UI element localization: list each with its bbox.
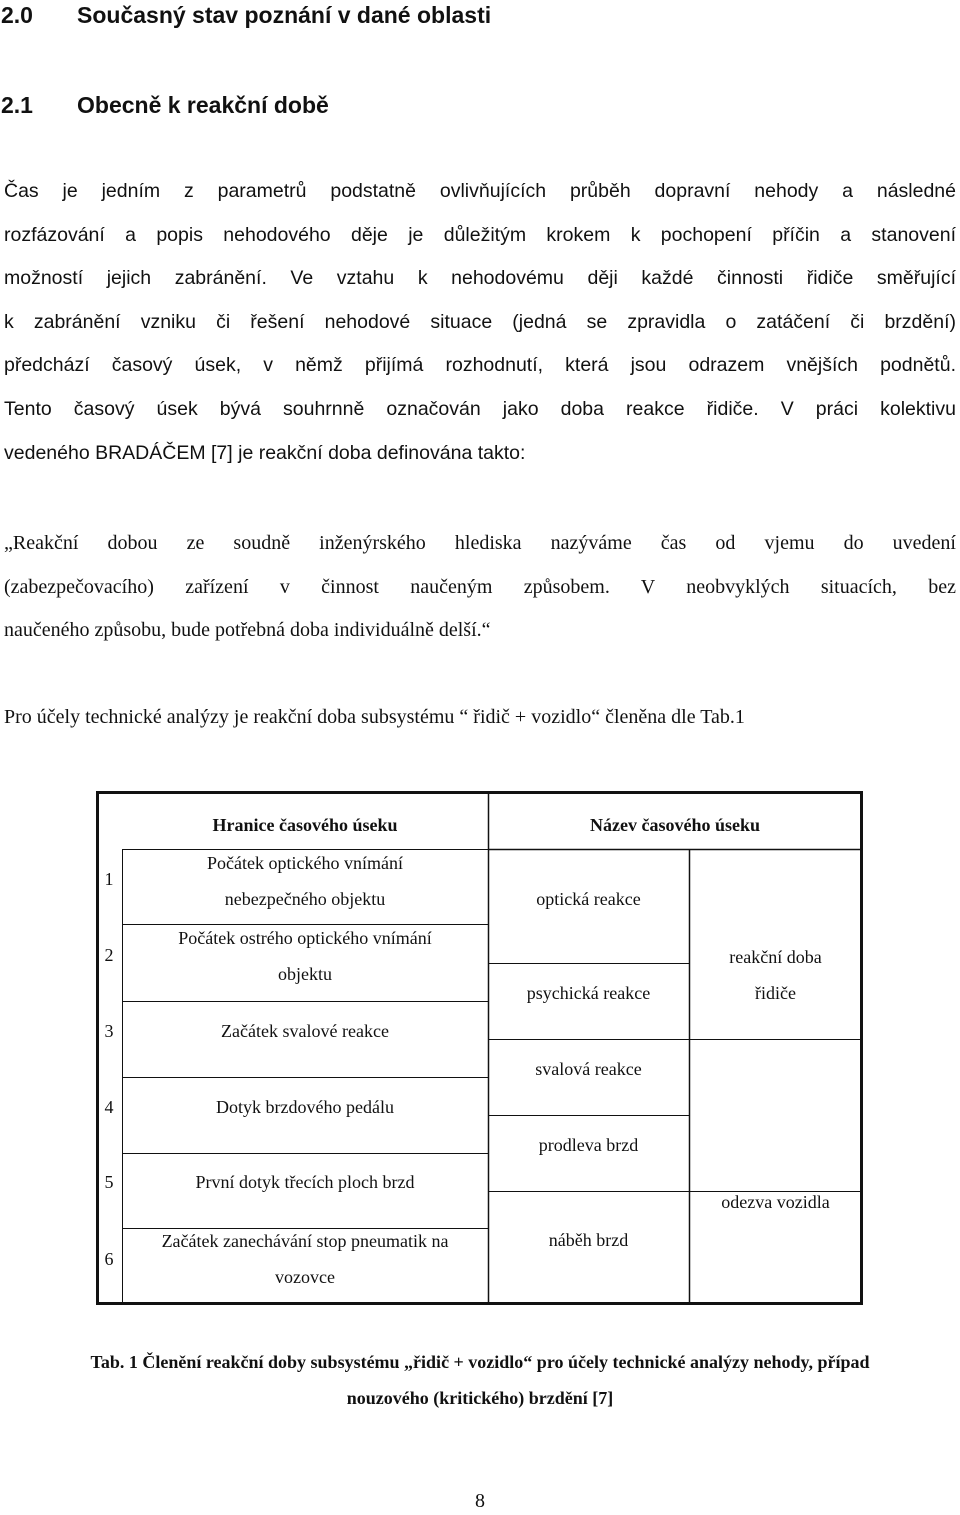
row-number: 2 (104, 945, 114, 965)
boundary-line: nebezpečného objektu (224, 889, 386, 909)
paragraph-line: možností jejich zabránění. Ve vztahu k nehodovému ději každé činnosti řidiče směřující (4, 267, 956, 290)
boundary-description (122, 845, 488, 917)
boundary-description (122, 920, 488, 992)
paragraph-line: rozfázování a popis nehodového děje je důležitým krokem k pochopení příčin a stanovení (4, 223, 956, 246)
boundary-description (122, 1013, 488, 1049)
header-phase-name: Název časového úseku (590, 815, 760, 835)
paragraph-line: předchází časový úsek, v němž přijímá rozhodnutí, která jsou odrazem vnějších podnětů. (4, 354, 956, 377)
table-caption (0, 1344, 960, 1416)
phase-name: náběh brzd (548, 1230, 629, 1250)
boundary-line: Počátek optického vnímání (207, 853, 403, 873)
row-number: 3 (104, 1021, 114, 1041)
phase-group (689, 1184, 862, 1220)
boundary-description (122, 1089, 488, 1125)
phase-name: prodleva brzd (538, 1135, 639, 1155)
definition-quote (4, 522, 956, 653)
paragraph-line: Čas je jedním z parametrů podstatně ovlivňujících průběh dopravní nehody a následné (4, 180, 956, 202)
boundary-line: Dotyk brzdového pedálu (216, 1097, 394, 1117)
boundary-line: První dotyk třecích ploch brzd (195, 1172, 415, 1192)
phase-name: optická reakce (536, 889, 641, 909)
subsection-number: 2.1 (1, 92, 33, 118)
boundary-description (122, 1223, 488, 1295)
group-line: odezva vozidla (721, 1192, 830, 1212)
reaction-time-table (96, 791, 863, 1305)
row-number: 4 (104, 1097, 114, 1117)
boundary-line: Začátek zanechávání stop pneumatik na (161, 1231, 449, 1251)
row-number: 1 (104, 869, 114, 889)
group-line: reakční doba (729, 947, 822, 967)
quote-line: naučeného způsobu, bude potřebná doba individuálně delší.“ (4, 619, 491, 642)
section-heading (1, 2, 561, 30)
section-title: Současný stav poznání v dané oblasti (77, 2, 492, 28)
boundary-line: Začátek svalové reakce (221, 1021, 389, 1041)
boundary-line: Počátek ostrého optického vnímání (178, 928, 432, 948)
row-number: 6 (104, 1249, 114, 1269)
phase-name: psychická reakce (526, 983, 651, 1003)
boundary-line: objektu (278, 964, 332, 984)
group-line: řidiče (755, 983, 796, 1003)
section-number: 2.0 (1, 2, 33, 28)
paragraph-line: Pro účely technické analýzy je reakční doba subsystému “ řidič + vozidlo“ členěna dle Tab.1 (4, 706, 745, 728)
table-intro-paragraph (4, 696, 956, 740)
boundary-line: vozovce (275, 1267, 335, 1287)
paragraph-line: vedeného BRADÁČEM [7] je reakční doba definována takto: (4, 441, 526, 464)
phase-group (689, 939, 862, 1011)
row-number: 5 (104, 1172, 114, 1192)
paragraph-line: k zabránění vzniku či řešení nehodové situace (jedná se zpravidla o zatáčení či brzdění) (4, 310, 956, 333)
subsection-title: Obecně k reakční době (77, 92, 329, 118)
quote-line: „Reakční dobou ze soudně inženýrského hlediska nazýváme čas od vjemu do uvedení (4, 532, 956, 554)
boundary-description (122, 1164, 488, 1200)
quote-line: (zabezpečovacího) zařízení v činnost naučeným způsobem. V neobvyklých situacích, bez (4, 575, 956, 598)
subsection-heading (1, 92, 401, 120)
header-boundary: Hranice časového úseku (212, 815, 398, 835)
intro-paragraph (4, 170, 956, 475)
paragraph-line: Tento časový úsek bývá souhrnně označován jako doba reakce řidiče. V práci kolektivu (4, 397, 956, 420)
phase-name: svalová reakce (535, 1059, 642, 1079)
caption-line: Tab. 1 Členění reakční doby subsystému „řidič + vozidlo“ pro účely technické analýzy nehody, případ (90, 1352, 870, 1372)
caption-line: nouzového (kritického) brzdění [7] (346, 1388, 614, 1408)
page-number: 8 (475, 1490, 485, 1512)
